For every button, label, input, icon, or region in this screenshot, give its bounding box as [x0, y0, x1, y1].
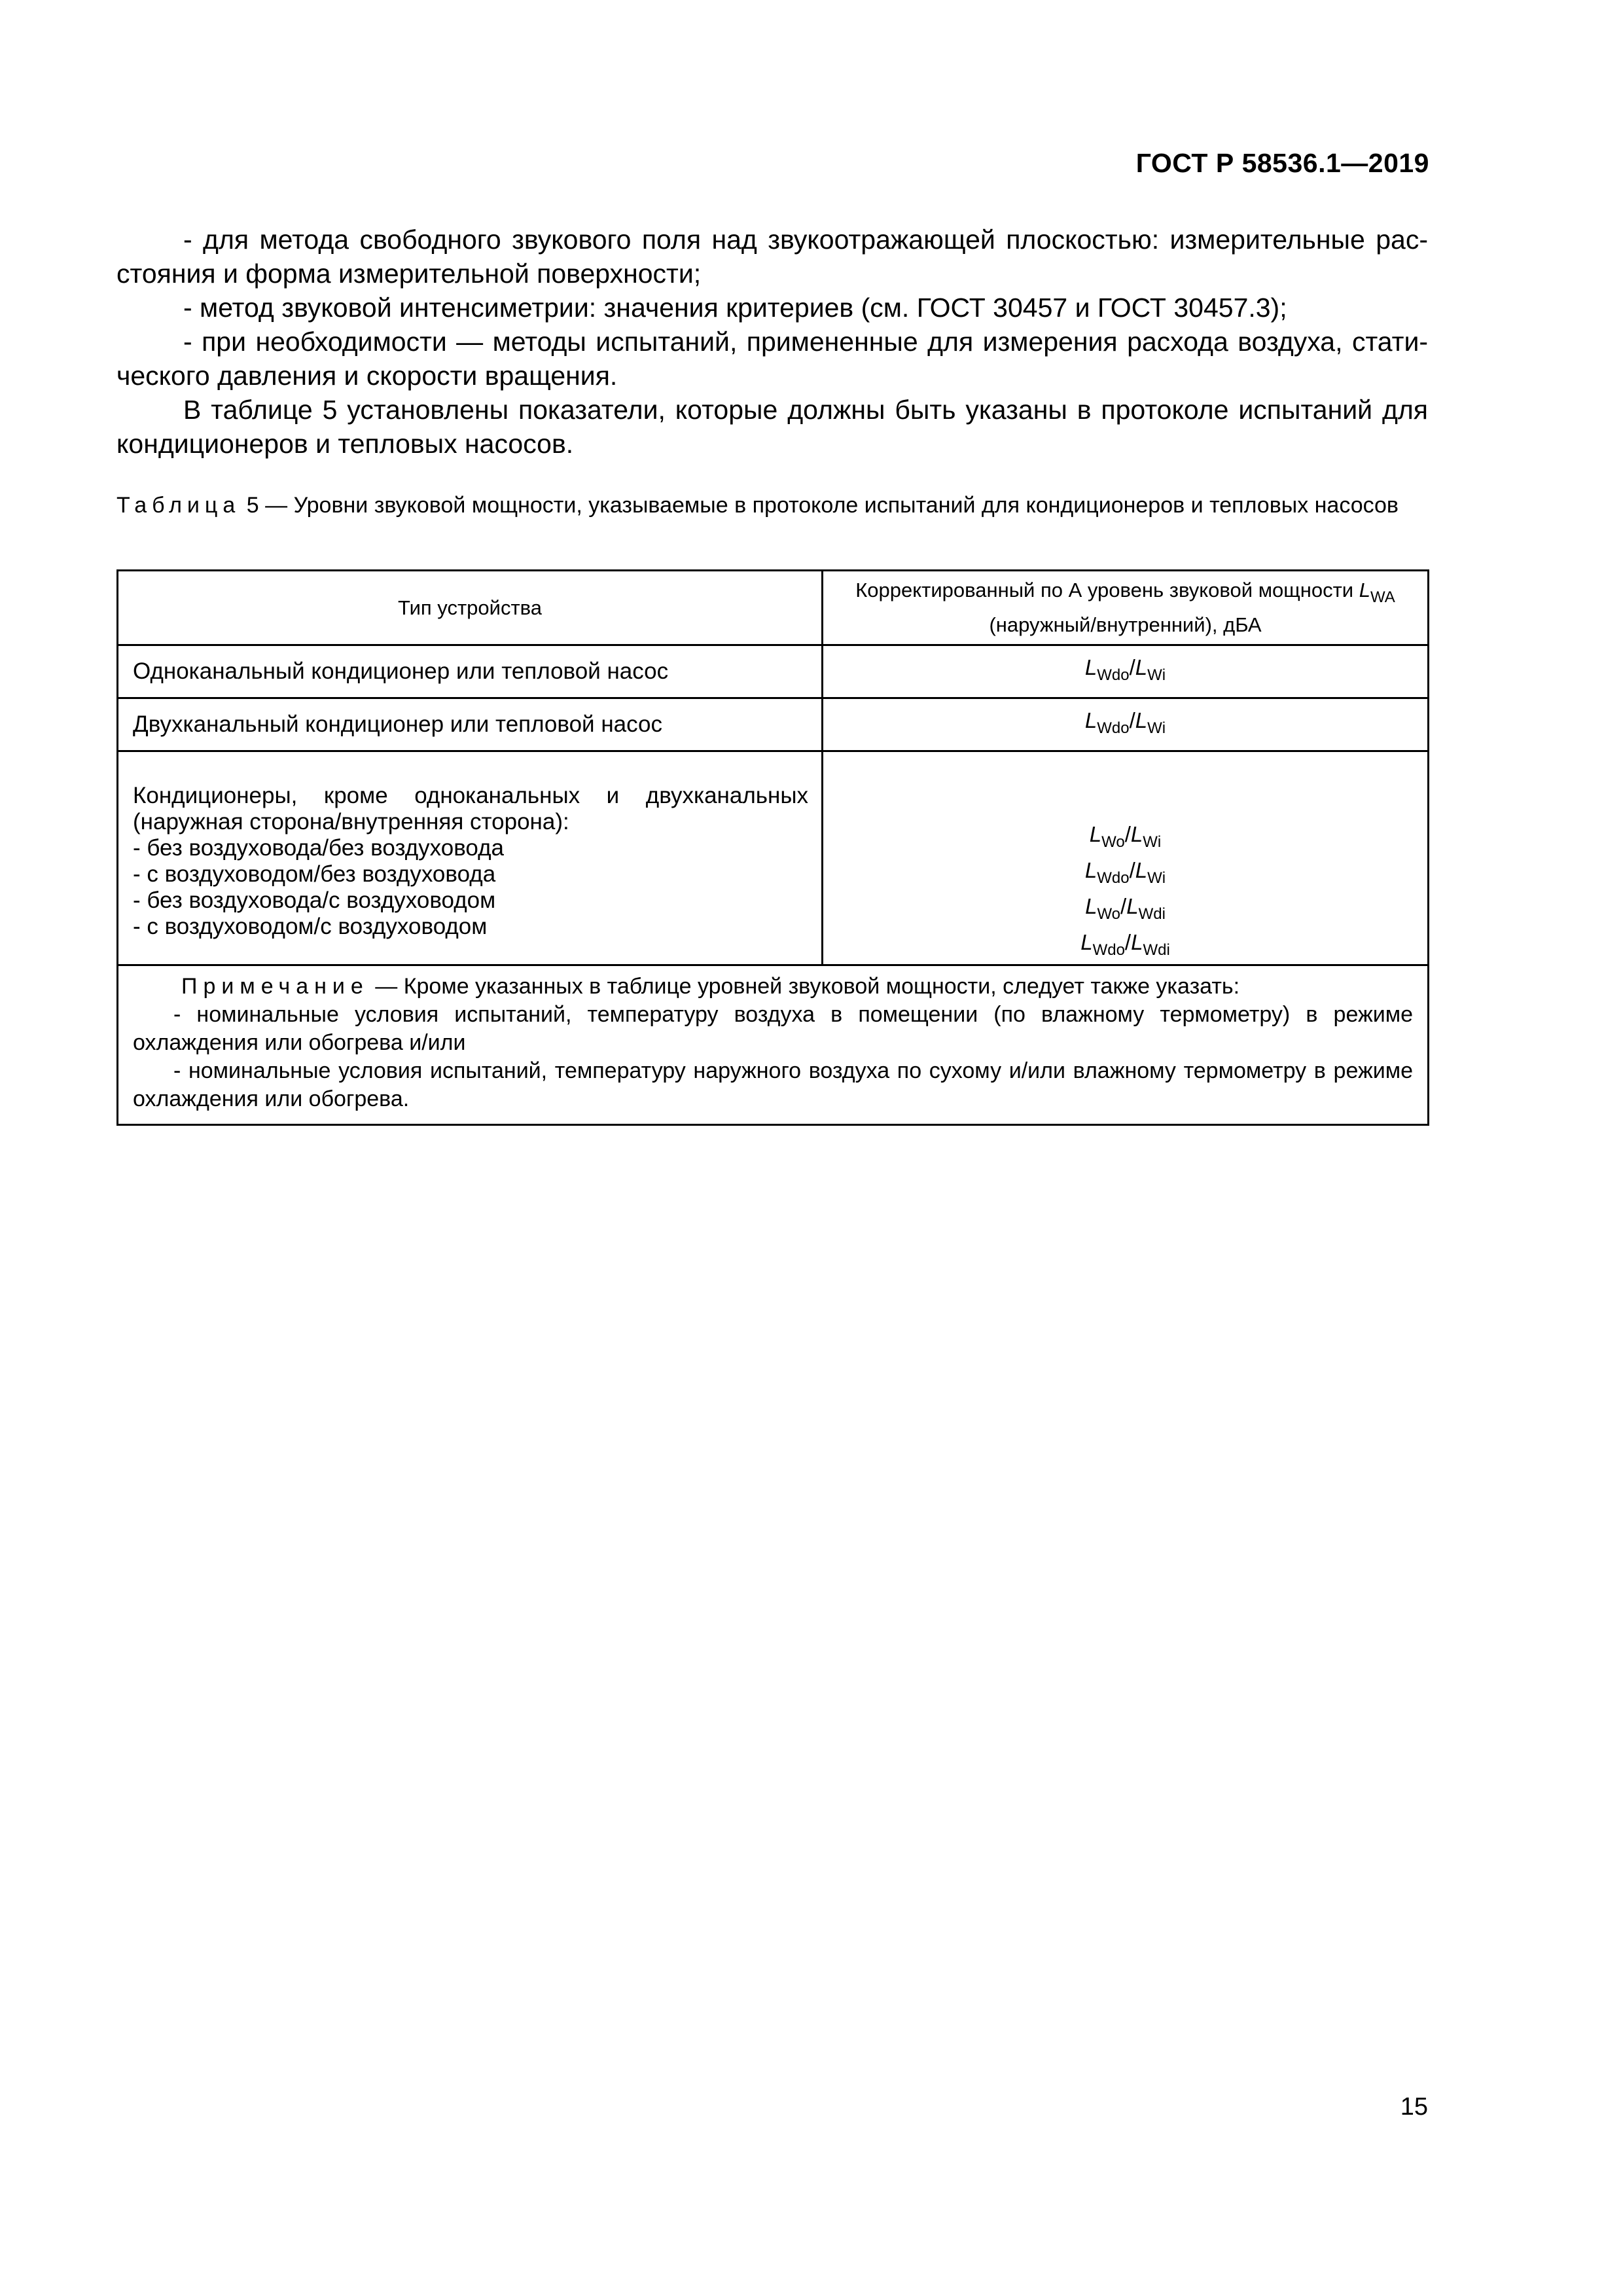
symbol-l: L — [1126, 894, 1139, 918]
standard-designation: ГОСТ Р 58536.1—2019 — [1135, 148, 1429, 178]
symbol-l: L — [1130, 822, 1143, 846]
symbol-subscript: Wdo — [1092, 941, 1125, 959]
slash: / — [1124, 930, 1132, 954]
symbol-subscript: WA — [1370, 588, 1395, 606]
list-item: - без воздуховода/без воздуховода — [133, 835, 505, 861]
list-item: - с воздуховодом/без воздуховода — [133, 861, 496, 887]
sound-power-value — [823, 856, 1427, 892]
note-text: — Кроме указанных в таблице уровней звуковой мощности, следует также указать: — [375, 974, 1240, 999]
paragraph-intensimetry: - метод звуковой интенсиметрии: значения критериев (см. ГОСТ 30457 и ГОСТ 30457.3); — [183, 293, 1287, 323]
symbol-l: L — [1084, 655, 1097, 679]
symbol-l: L — [1084, 708, 1097, 732]
table-caption-text: 5 — Уровни звуковой мощности, указываемые в протоколе испытаний для кондиционеров и тепловых насосов — [246, 493, 1399, 518]
column-header-prefix: Корректированный по А уровень звуковой мощности — [855, 579, 1354, 601]
symbol-subscript: Wo — [1101, 833, 1125, 851]
device-type-cell — [118, 751, 823, 965]
sound-power-value — [823, 892, 1427, 928]
symbol-l: L — [1089, 822, 1102, 846]
table-row — [118, 698, 1429, 751]
sound-power-value — [823, 820, 1427, 856]
slash: / — [1124, 822, 1131, 846]
table-note-row — [118, 965, 1429, 1125]
table-row — [118, 645, 1429, 698]
symbol-subscript: Wdi — [1143, 941, 1170, 959]
symbol-l: L — [1359, 579, 1371, 601]
column-header-device-type: Тип устройства — [118, 571, 823, 645]
slash: / — [1129, 708, 1135, 732]
symbol-l: L — [1131, 930, 1143, 954]
symbol-subscript: Wi — [1147, 666, 1166, 684]
device-type-cell: Двухканальный кондиционер или тепловой насос — [118, 698, 823, 751]
symbol-subscript: Wdi — [1138, 905, 1166, 923]
sound-power-table — [116, 569, 1429, 1126]
slash: / — [1129, 858, 1135, 882]
row-label: Кондиционеры, кроме одноканальных и двухканальных (наружная сторона/внутренняя сторона): — [133, 783, 808, 834]
symbol-l: L — [1084, 858, 1097, 882]
symbol-l: L — [1135, 708, 1148, 732]
sound-power-cell — [823, 645, 1429, 698]
symbol-l: L — [1080, 930, 1093, 954]
symbol-subscript: Wi — [1147, 719, 1166, 737]
list-item: - с воздуховодом/с воздуховодом — [133, 914, 488, 939]
column-header-suffix: (наружный/внутренний), дБА — [989, 613, 1262, 636]
paragraph-table-intro: В таблице 5 установлены показатели, которые должны быть указаны в протоколе испытаний для кондиционеров и тепловых насосов. — [116, 395, 1428, 459]
page-number: 15 — [1400, 2093, 1428, 2121]
symbol-subscript: Wi — [1143, 833, 1162, 851]
note-label: Примечание — [181, 974, 369, 999]
paragraph-test-methods: - при необходимости — методы испытаний, примененные для измерения расхода воздуха, статического давления и скорости вращения. — [116, 327, 1428, 391]
symbol-l: L — [1135, 655, 1148, 679]
symbol-subscript: Wi — [1147, 869, 1166, 887]
sound-power-value — [823, 928, 1427, 964]
symbol-subscript: Wdo — [1097, 719, 1130, 737]
slash: / — [1129, 655, 1135, 679]
note-item: - номинальные условия испытаний, температуру наружного воздуха по сухому и/или влажному термометру в режиме охлаждения или обогрева. — [133, 1058, 1413, 1111]
sound-power-cell — [823, 751, 1429, 965]
table-header-row — [118, 571, 1429, 645]
list-item: - без воздуховода/с воздуховодом — [133, 888, 496, 913]
slash: / — [1120, 894, 1127, 918]
note-intro — [133, 973, 1413, 1001]
body-text — [116, 223, 1428, 461]
column-header-sound-power — [823, 571, 1429, 645]
symbol-l: L — [1135, 858, 1148, 882]
table-caption — [116, 491, 1428, 520]
table-caption-label: Таблица — [116, 493, 241, 518]
sound-power-cell — [823, 698, 1429, 751]
note-item: - номинальные условия испытаний, температуру воздуха в помещении (по влажному термометру) в режиме охлаждения или обогрева и/или — [133, 1002, 1413, 1055]
symbol-subscript: Wo — [1097, 905, 1121, 923]
table-note — [118, 965, 1429, 1125]
table-row — [118, 751, 1429, 965]
paragraph-free-field: - для метода свободного звукового поля над звукоотражающей плоскостью: измерительные расстояния и форма измерительной поверхности; — [116, 224, 1428, 289]
device-type-cell: Одноканальный кондиционер или тепловой насос — [118, 645, 823, 698]
symbol-l: L — [1085, 894, 1097, 918]
symbol-subscript: Wdo — [1097, 869, 1130, 887]
symbol-subscript: Wdo — [1097, 666, 1130, 684]
